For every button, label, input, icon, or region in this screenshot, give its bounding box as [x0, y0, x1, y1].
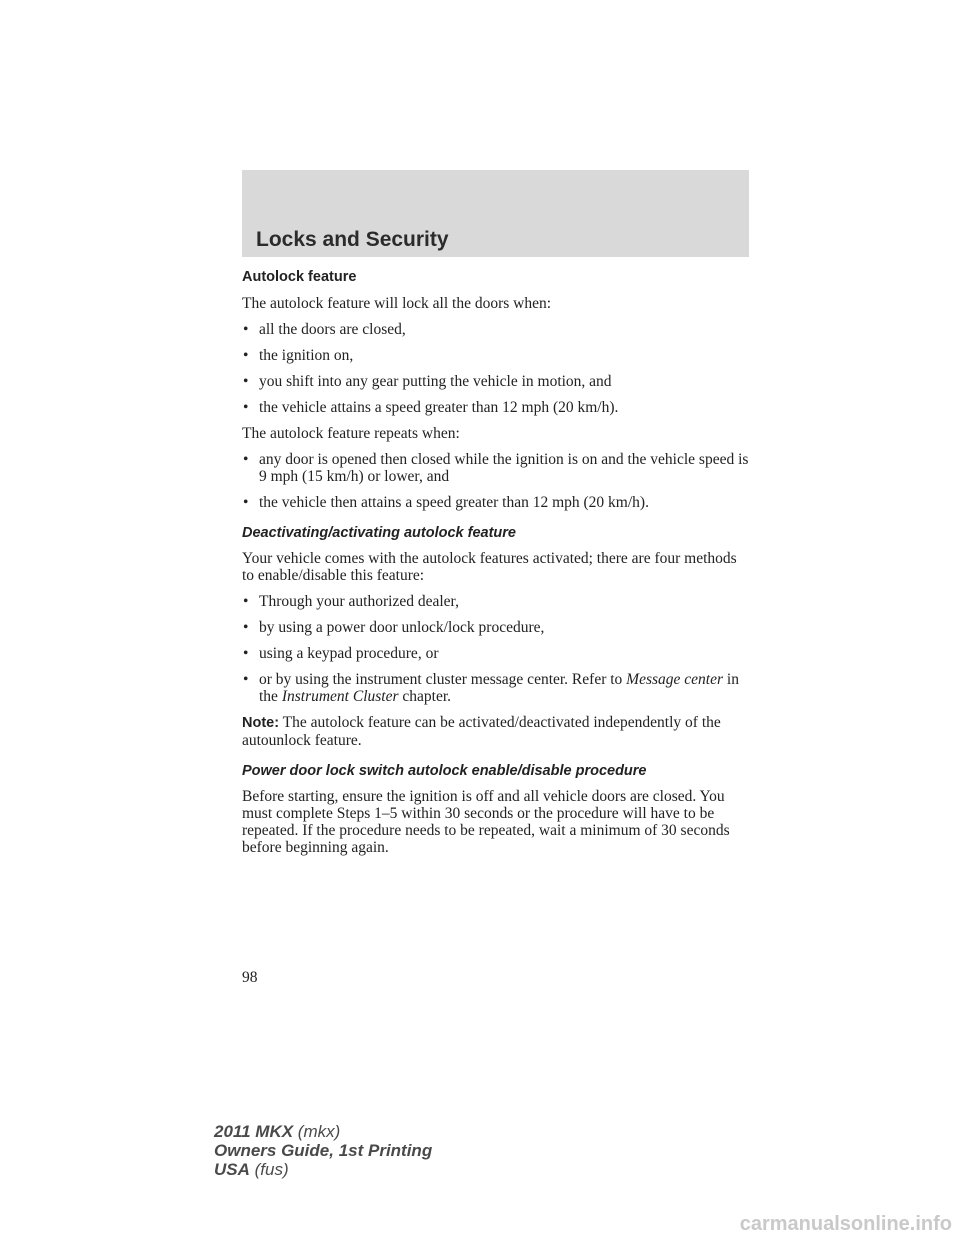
- heading-power-door-lock-procedure: Power door lock switch autolock enable/disable procedure: [242, 763, 647, 779]
- footer-line-market: USA (fus): [214, 1160, 289, 1179]
- autolock-repeat-intro: The autolock feature repeats when:: [242, 425, 460, 442]
- autolock-intro: The autolock feature will lock all the doors when:: [242, 295, 552, 312]
- site-watermark: carmanualsonline.info: [739, 1213, 952, 1235]
- footer-line-guide: Owners Guide, 1st Printing: [214, 1141, 433, 1160]
- cross-reference-message-center: Message center: [626, 671, 724, 688]
- bullet-icon: •: [243, 451, 249, 468]
- document-footer: [214, 1122, 432, 1179]
- deactivating-methods-list: [242, 593, 752, 705]
- page-number: 98: [242, 969, 258, 986]
- note-text: The autolock feature can be activated/deactivated independently of the autounlock feature.: [242, 714, 721, 749]
- bullet-icon: •: [243, 671, 249, 688]
- note-label: Note:: [242, 715, 280, 731]
- page-content: [242, 268, 752, 865]
- list-item: • the vehicle attains a speed greater than 12 mph (20 km/h).: [243, 399, 619, 416]
- section-header-band: [242, 170, 749, 257]
- procedure-paragraph: Before starting, ensure the ignition is off and all vehicle doors are closed. You must complete Steps 1–5 within 30 seconds or the procedure will have to be repeated. If the procedure needs to be repeated, wait a minimum of 30 seconds before beginning again.: [242, 788, 730, 856]
- cross-reference-instrument-cluster: Instrument Cluster: [281, 688, 399, 705]
- list-item: • all the doors are closed,: [243, 321, 406, 338]
- heading-autolock-feature: Autolock feature: [242, 269, 357, 285]
- deactivating-intro: Your vehicle comes with the autolock features activated; there are four methods to enable/disable this feature:: [242, 550, 737, 584]
- bullet-icon: •: [243, 399, 249, 416]
- bullet-icon: •: [243, 321, 249, 338]
- list-item: • you shift into any gear putting the vehicle in motion, and: [243, 373, 612, 390]
- bullet-icon: •: [243, 645, 249, 662]
- autolock-repeat-list: [242, 451, 752, 511]
- heading-deactivating-autolock: Deactivating/activating autolock feature: [242, 525, 516, 541]
- autolock-conditions-list: [242, 321, 752, 416]
- list-item: • by using a power door unlock/lock procedure,: [243, 619, 545, 636]
- list-item: • any door is opened then closed while the ignition is on and the vehicle speed is 9 mph (15 km/h) or lower, and: [243, 451, 749, 485]
- bullet-icon: •: [243, 619, 249, 636]
- section-title: Locks and Security: [256, 228, 449, 251]
- list-item: • Through your authorized dealer,: [243, 593, 459, 610]
- bullet-icon: •: [243, 593, 249, 610]
- list-item: • the vehicle then attains a speed greater than 12 mph (20 km/h).: [243, 494, 649, 511]
- note-paragraph: [242, 714, 752, 749]
- list-item: • using a keypad procedure, or: [243, 645, 439, 662]
- footer-line-model: 2011 MKX (mkx): [214, 1122, 341, 1141]
- list-item: • or by using the instrument cluster message center. Refer to Message center in the Instrument Cluster chapter.: [243, 671, 739, 705]
- bullet-icon: •: [243, 373, 249, 390]
- list-item: • the ignition on,: [243, 347, 354, 364]
- bullet-icon: •: [243, 494, 249, 511]
- bullet-icon: •: [243, 347, 249, 364]
